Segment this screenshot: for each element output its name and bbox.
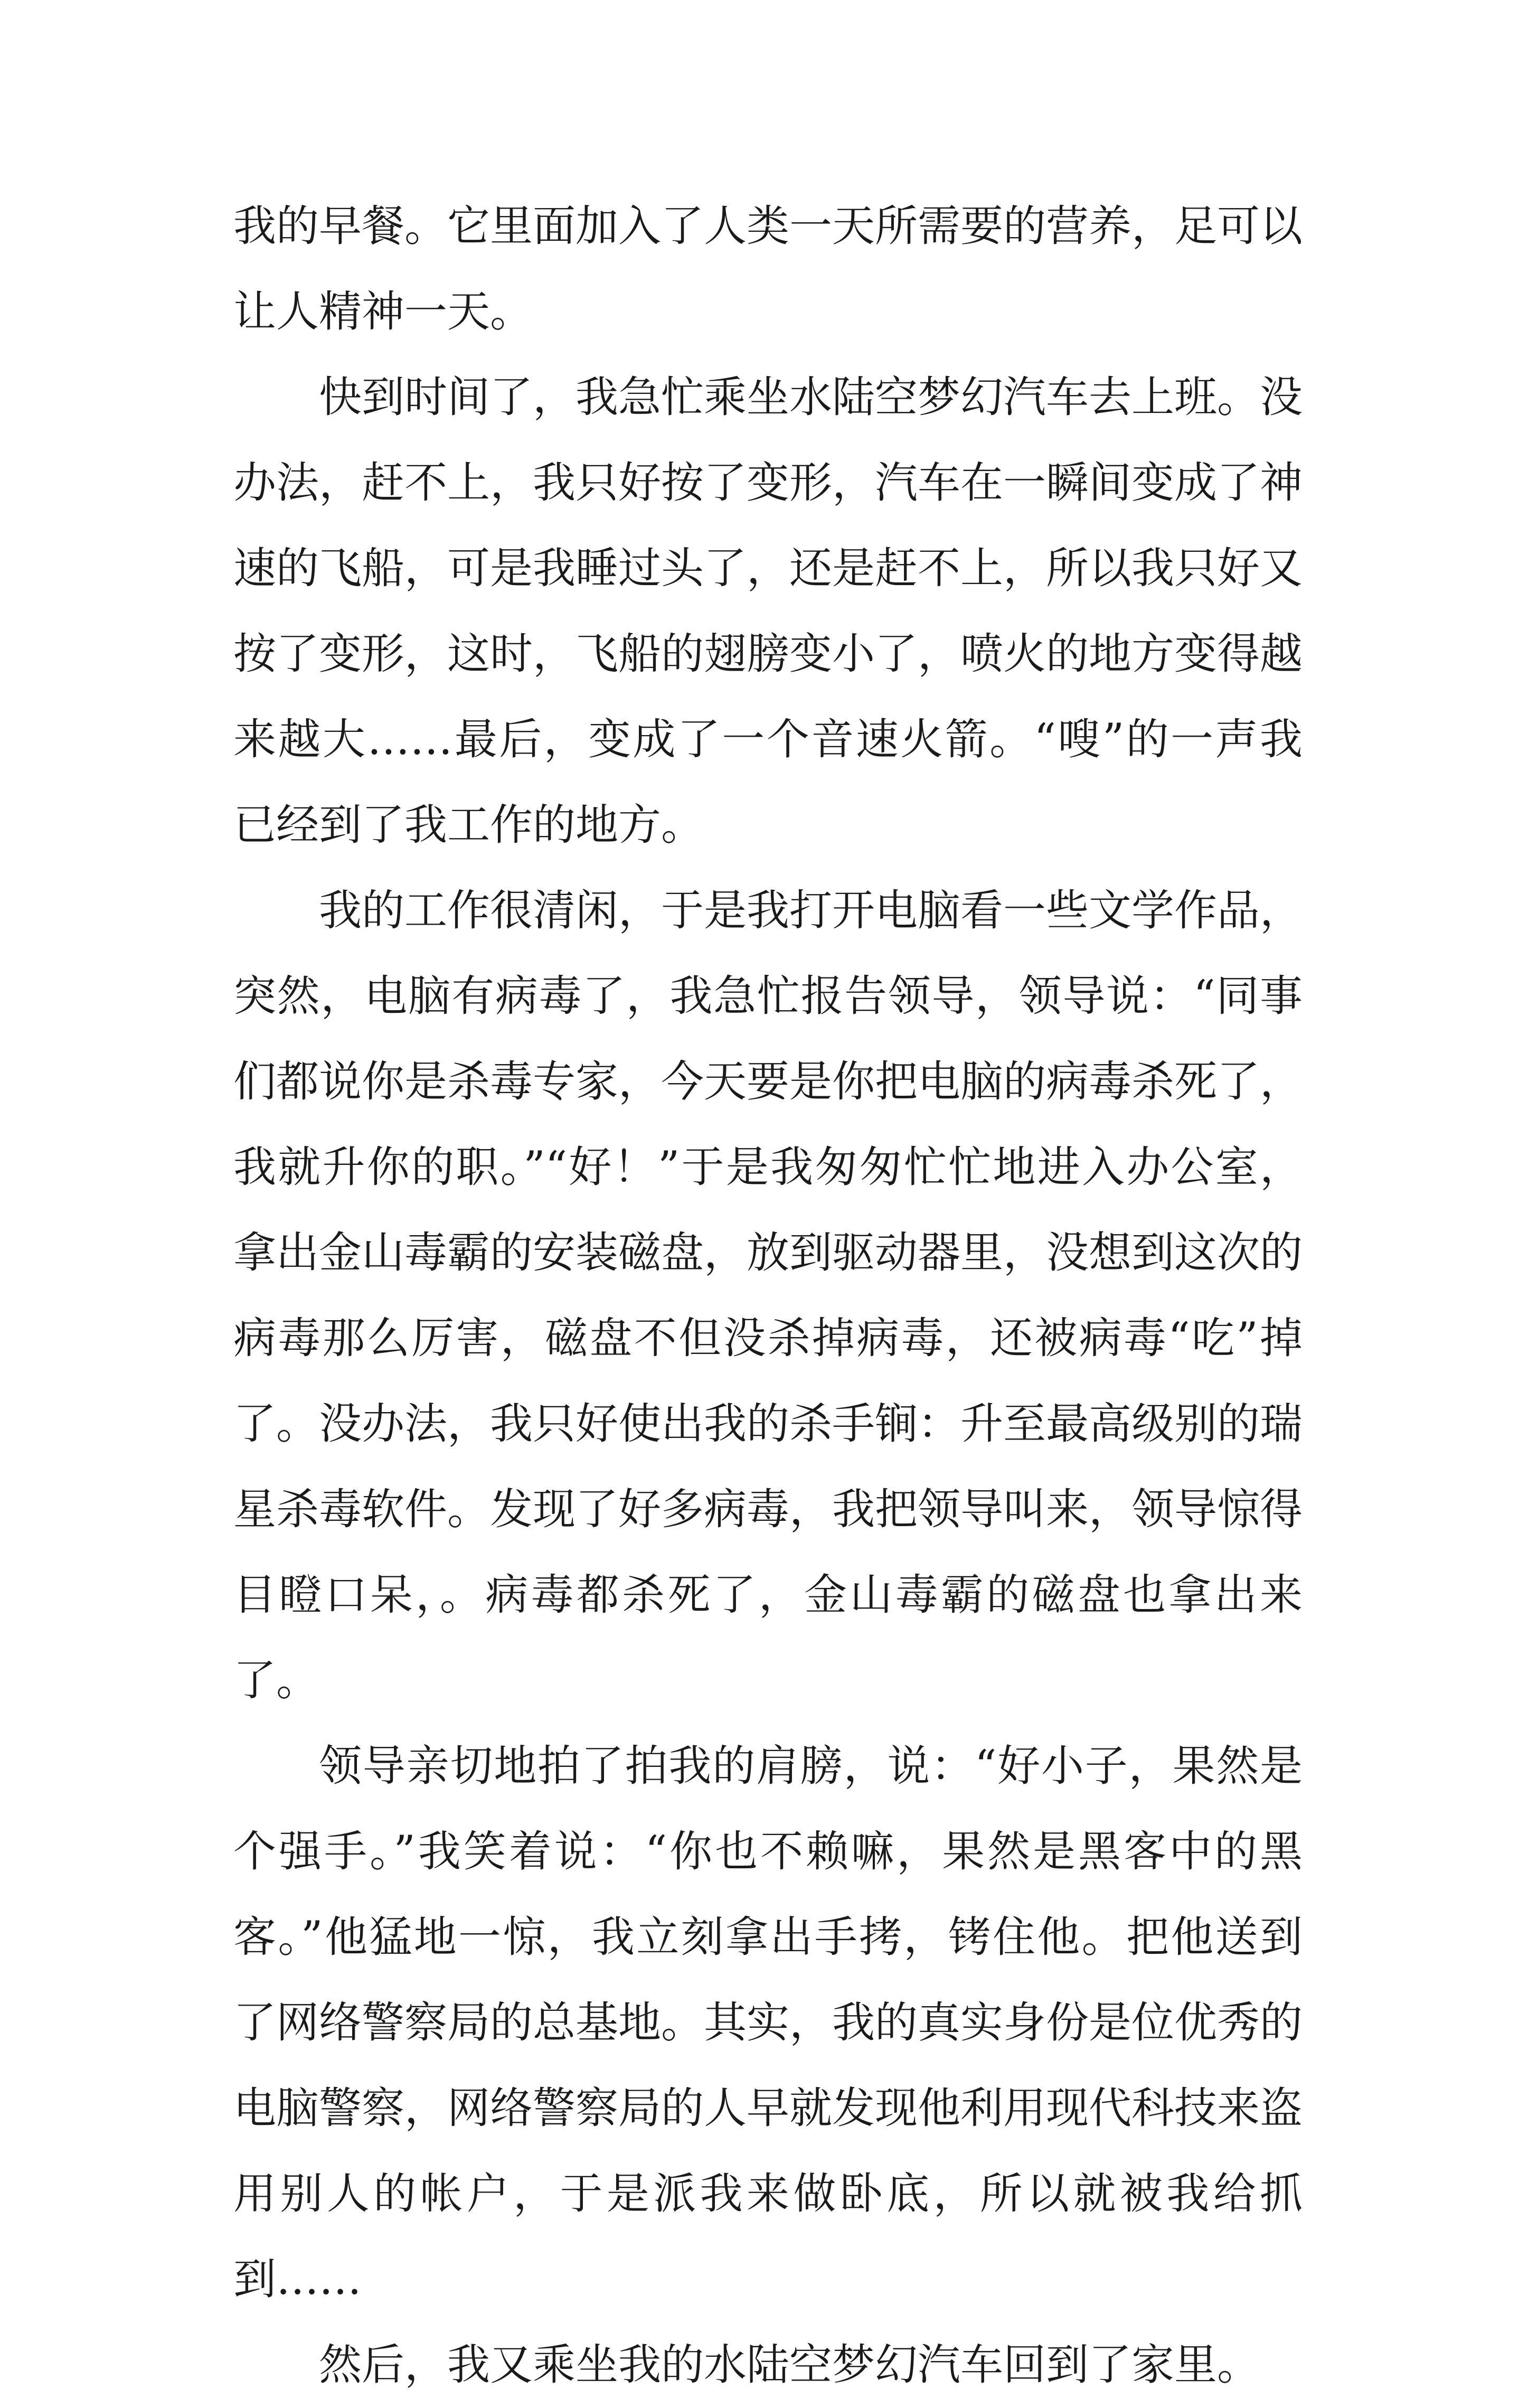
paragraph-4: 领导亲切地拍了拍我的肩膀，说：“好小子，果然是个强手。”我笑着说：“你也不赖嘛，果然是黑客中的黑客。”他猛地一惊，我立刻拿出手拷，铐住他。把他送到了网络警察局的总基地。其实，我的真实身份是位优秀的电脑警察，网络警察局的人早就发现他利用现代科技来盗用别人的帐户，于是派我来做卧底，所以就被我给抓到…… <box>233 1742 1303 2304</box>
paragraph-3: 我的工作很清闲，于是我打开电脑看一些文学作品，突然，电脑有病毒了，我急忙报告领导，领导说：“同事们都说你是杀毒专家，今天要是你把电脑的病毒杀死了，我就升你的职。”“好！”于是我匆匆忙忙地进入办公室，拿出金山毒霸的安装磁盘，放到驱动器里，没想到这次的病毒那么厉害，磁盘不但没杀掉病毒，还被病毒“吃”掉了。没办法，我只好使出我的杀手锏：升至最高级别的瑞星杀毒软件。发现了好多病毒，我把领导叫来，领导惊得目瞪口呆，。病毒都杀死了，金山毒霸的磁盘也拿出来了。 <box>233 886 1303 1706</box>
paragraph-2: 快到时间了，我急忙乘坐水陆空梦幻汽车去上班。没办法，赶不上，我只好按了变形，汽车在一瞬间变成了神速的飞船，可是我睡过头了，还是赶不上，所以我只好又按了变形，这时，飞船的翅膀变小了，喷火的地方变得越来越大……最后，变成了一个音速火箭。“嗖”的一声我已经到了我工作的地方。 <box>233 373 1303 850</box>
paragraph-5: 然后，我又乘坐我的水陆空梦幻汽车回到了家里。 <box>319 2340 1260 2390</box>
document-body <box>233 184 1303 2408</box>
paragraph-1: 我的早餐。它里面加入了人类一天所需要的营养，足可以让人精神一天。 <box>233 202 1303 337</box>
